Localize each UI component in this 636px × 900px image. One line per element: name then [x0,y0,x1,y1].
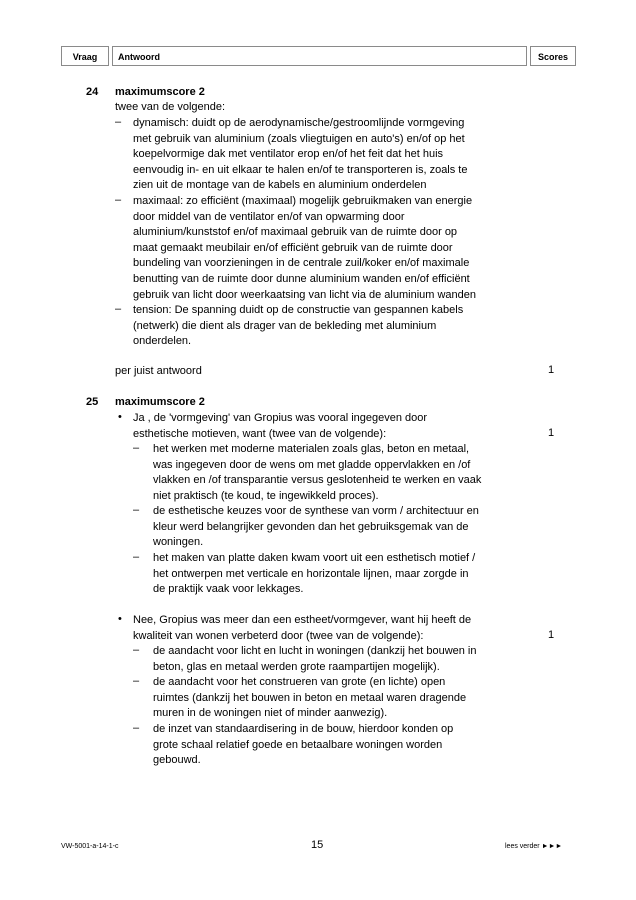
dash-marker: – [133,644,140,656]
dash-marker: – [133,675,140,687]
question-number-25: 25 [86,396,99,408]
q25-bullet-nee-score: 1 [548,629,555,641]
q24-item-tension: tension: De spanning duidt op de constructie van gespannen kabels (netwerk) die dient als drager van de bekleding met aluminium onderdelen. [133,304,464,348]
dash-marker: – [115,116,122,128]
q25-nee-item-3: de inzet van standaardisering in de bouw, hierdoor konden op grote schaal relatief goede en betaalbare woningen worden gebouwd. [153,723,454,767]
dash-marker: – [115,194,122,206]
dash-marker: – [133,551,140,563]
q25-ja-item-2: de esthetische keuzes voor de synthese van vorm / architectuur en kleur werd belangrijker gevonden dan het gebruiksgemak van de woningen. [153,505,479,549]
q24-item-maximaal: maximaal: zo efficiënt (maximaal) mogelijk gebruikmaken van energie door middel van de ventilator en/of van opwarming door aluminium/kunststof en/of maximaal gebruik van de ruimte door op maat gemaakt meubilair en/of efficiënt gebruik van de ruimte door bundeling van voorzieningen in de centrale zuil/koker en/of maximale benutting van de ruimte door dunne aluminium wanden en/of efficiënt gebruik van licht door weerkaatsing van licht via de aluminium wanden [133,195,477,301]
q25-bullet-ja: Ja , de 'vormgeving' van Gropius was vooral ingegeven door esthetische motieven, want (twee van de volgende): [133,412,428,440]
q24-intro: twee van de volgende: [115,101,226,113]
header-scores: Scores [530,46,576,66]
header-antwoord: Antwoord [112,46,527,66]
page-number: 15 [311,839,324,851]
dash-marker: – [133,504,140,516]
question-number-24: 24 [86,86,99,98]
q25-bullet-ja-score: 1 [548,427,555,439]
footer-code: VW-5001-a-14-1-c [61,843,119,850]
footer-next: lees verder ►►► [505,843,563,850]
q25-ja-item-3: het maken van platte daken kwam voort uit een esthetisch motief / het ontwerpen met verticale en horizontale lijnen, maar zorgde in de praktijk vaak voor lekkages. [153,552,476,596]
bullet-marker: • [118,411,122,423]
q24-item-dynamisch: dynamisch: duidt op de aerodynamische/gestroomlijnde vormgeving met gebruik van aluminium (zoals vliegtuigen en auto's) en/of op het koepelvormige dak met ventilator erop en/of het feit dat het huis eenvoudig in- en uit elkaar te halen en/of te transporteren is, zoals te zien uit de montage van de kabels en aluminium onderdelen [133,117,468,192]
q25-ja-item-1: het werken met moderne materialen zoals glas, beton en metaal, was ingegeven door de wens om met gladde oppervlakken en /of vlakken en /of transparantie versus geslotenheid te werken en vaak niet praktisch (te koud, te ingewikkeld proces). [153,443,482,502]
q24-per-answer-score: 1 [548,364,555,376]
q24-per-answer: per juist antwoord [115,365,202,377]
header-vraag: Vraag [61,46,109,66]
dash-marker: – [133,442,140,454]
dash-marker: – [115,303,122,315]
bullet-marker: • [118,613,122,625]
q25-bullet-nee: Nee, Gropius was meer dan een estheet/vormgever, want hij heeft de kwaliteit van wonen verbeterd door (twee van de volgende): [133,614,472,642]
q25-title: maximumscore 2 [115,396,205,408]
q25-nee-item-1: de aandacht voor licht en lucht in woningen (dankzij het bouwen in beton, glas en metaal werden grote raampartijen mogelijk). [153,645,477,673]
q24-title: maximumscore 2 [115,86,205,98]
q25-nee-item-2: de aandacht voor het construeren van grote (en lichte) open ruimtes (dankzij het bouwen in beton en metaal waren dragende muren in de woningen niet of minder aanwezig). [153,676,467,720]
dash-marker: – [133,722,140,734]
